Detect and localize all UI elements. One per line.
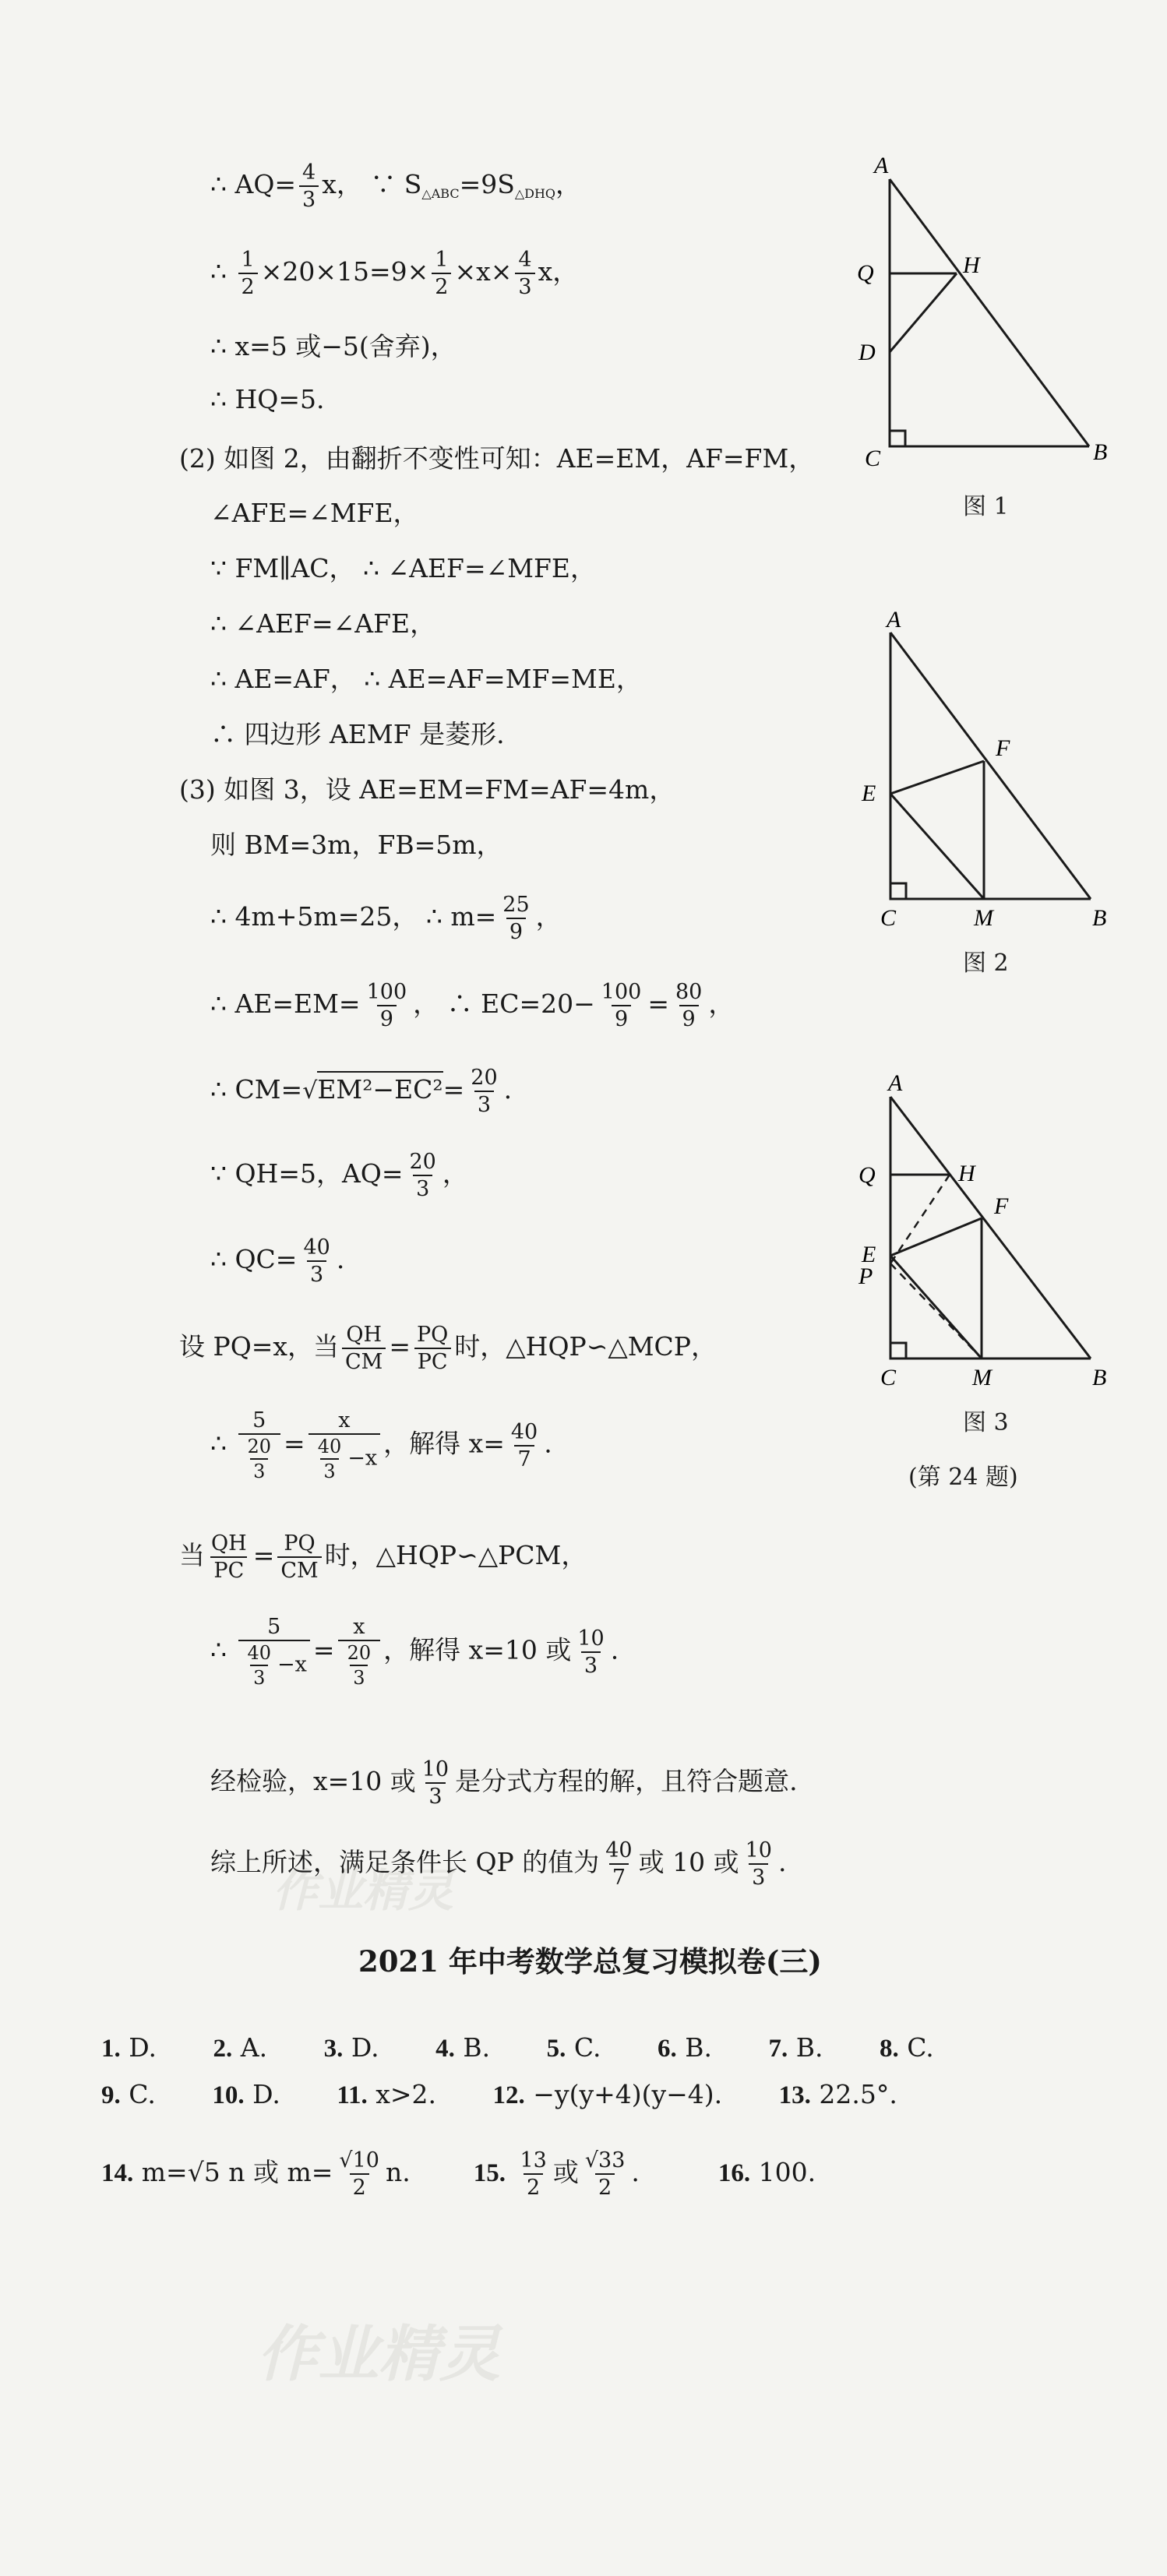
answer-item: 4. B. [435, 2032, 491, 2063]
part3-line2: 则 BM=3m，FB=5m， [210, 830, 502, 860]
part3-line10: 当 $\frac{QH}{PC}$ = $\frac{PQ}{CM}$ 时，△HQP∽△PCM， [179, 1531, 587, 1583]
part2-line4: ∴ ∠AEF=∠AFE， [210, 608, 436, 639]
answer-item: 1. D. [101, 2032, 157, 2063]
fig2-label-f: F [996, 735, 1010, 761]
part1-line1: ∴ AQ= $\frac{4}{3}$ x， ∵ $S_{\triangle ABC}=9S_{\triangle DHQ}$， [210, 160, 582, 212]
watermark-1: 作业精灵 [273, 1864, 454, 1917]
fig1-label-h: H [963, 252, 980, 278]
part2-line5: ∴ AE=AF， ∴ AE=AF=MF=ME， [210, 664, 642, 694]
fig1-label-d: D [859, 340, 876, 365]
fig1-label-a: A [874, 153, 889, 178]
answer-item: 11. x>2. [337, 2079, 437, 2109]
section-title: 2021 年中考数学总复习模拟卷(三) [358, 1944, 822, 1979]
fig3-label-h: H [958, 1161, 975, 1186]
answers-row1 [101, 2032, 934, 2063]
answer-item: 3. D. [323, 2032, 379, 2063]
answer-item: 10. D. [212, 2079, 280, 2109]
fig3-label-e: E [862, 1242, 876, 1267]
part3-line7: ∴ QC= $\frac{40}{3}$ . [210, 1235, 345, 1287]
fig2-label-b: B [1092, 905, 1107, 931]
part3-line3: ∴ 4m+5m=25， ∴ m= $\frac{25}{9}$ ， [210, 893, 562, 944]
figure-3 [841, 1059, 1122, 1410]
fig2-label-a: A [887, 607, 901, 633]
answer-item: 5. C. [546, 2032, 601, 2063]
part2-line3: ∵ FM∥AC， ∴ ∠AEF=∠MFE， [210, 553, 597, 583]
fig3-label-p: P [859, 1263, 873, 1289]
part3-line5: ∴ CM=√EM²−EC²= $\frac{20}{3}$ . [210, 1066, 513, 1117]
fig1-label-c: C [865, 446, 881, 467]
part1-line3: ∴ x=5 或−5(舍弃)， [210, 331, 457, 361]
fig3-label-q: Q [859, 1162, 876, 1188]
answer-item: 7. B. [768, 2032, 823, 2063]
answer-item: 2. A. [213, 2032, 268, 2063]
fig3-label-m: M [972, 1365, 992, 1390]
part3-line11: ∴ 5 $\frac{40}{3}$ −x = $\frac{x}{\frac{20}{3}}$ ，解得 x=10 或 $\frac{10}{3}$ . [210, 1615, 619, 1689]
fig3-label-c: C [880, 1365, 897, 1390]
figure-1 [841, 140, 1122, 467]
part2-line1: (2) 如图 2，由翻折不变性可知：AE=EM，AF=FM， [179, 443, 815, 474]
fig1-caption: 图 1 [963, 493, 1009, 520]
part2-line2: ∠AFE=∠MFE， [210, 498, 419, 528]
fig3-label-f: F [994, 1193, 1009, 1219]
fig1-label-q: Q [857, 260, 874, 286]
part3-line1: (3) 如图 3，设 AE=EM=FM=AF=4m， [179, 774, 675, 805]
part3-line6: ∵ QH=5，AQ= $\frac{20}{3}$ ， [210, 1150, 468, 1201]
part3-line13: 综上所述，满足条件长 QP 的值为 $\frac{40}{7}$ 或 10 或 $\frac{10}{3}$ . [210, 1838, 787, 1890]
part3-line8: 设 PQ=x，当 $\frac{QH}{CM}$ = $\frac{PQ}{PC}$ 时，△HQP∽△MCP， [179, 1323, 717, 1374]
part1-line4: ∴ HQ=5. [210, 384, 325, 414]
answer-item: 13. 22.5°. [778, 2079, 897, 2109]
answers-row2 [101, 2081, 897, 2109]
part1-line2: ∴ $\frac{1}{2}$ ×20×15=9× $\frac{1}{2}$ ×x× $\frac{4}{3}$ x， [210, 248, 579, 299]
answer-item: 8. C. [879, 2032, 934, 2063]
part2-line6: ∴ 四边形 AEMF 是菱形. [210, 719, 505, 749]
fig1-label-b: B [1093, 439, 1108, 465]
fig3-label-b: B [1092, 1365, 1107, 1390]
part3-line12: 经检验，x=10 或 $\frac{10}{3}$ 是分式方程的解，且符合题意. [210, 1757, 798, 1809]
fig3-caption: 图 3 [963, 1409, 1009, 1436]
answers-row3: 14. m=√5 n 或 m= $\frac{√10}{2}$ n. 15. $\frac{13}{2}$ 或 $\frac{√33}{2}$ . 16. 100. [101, 2148, 816, 2200]
fig2-label-e: E [862, 781, 876, 806]
answer-item: 9. C. [101, 2079, 156, 2109]
figure-2 [841, 600, 1122, 943]
part3-line9: ∴ $\frac{5}{\frac{20}{3}}$ = x $\frac{40}{3}$ −x ，解得 x= $\frac{40}{7}$ . [210, 1408, 552, 1482]
fig2-caption: 图 2 [963, 950, 1009, 977]
answer-item: 6. B. [657, 2032, 712, 2063]
fig2-label-m: M [974, 905, 993, 931]
part3-line4: ∴ AE=EM= $\frac{100}{9}$ ， ∴ EC=20− $\frac{100}{9}$ = $\frac{80}{9}$ ， [210, 980, 735, 1031]
fig2-label-c: C [880, 905, 897, 931]
question-label: (第 24 题) [908, 1464, 1018, 1491]
fig3-label-a: A [888, 1070, 903, 1096]
answer-item: 12. −y(y+4)(y−4). [492, 2079, 723, 2109]
watermark-2: 作业精灵 [257, 2319, 501, 2390]
